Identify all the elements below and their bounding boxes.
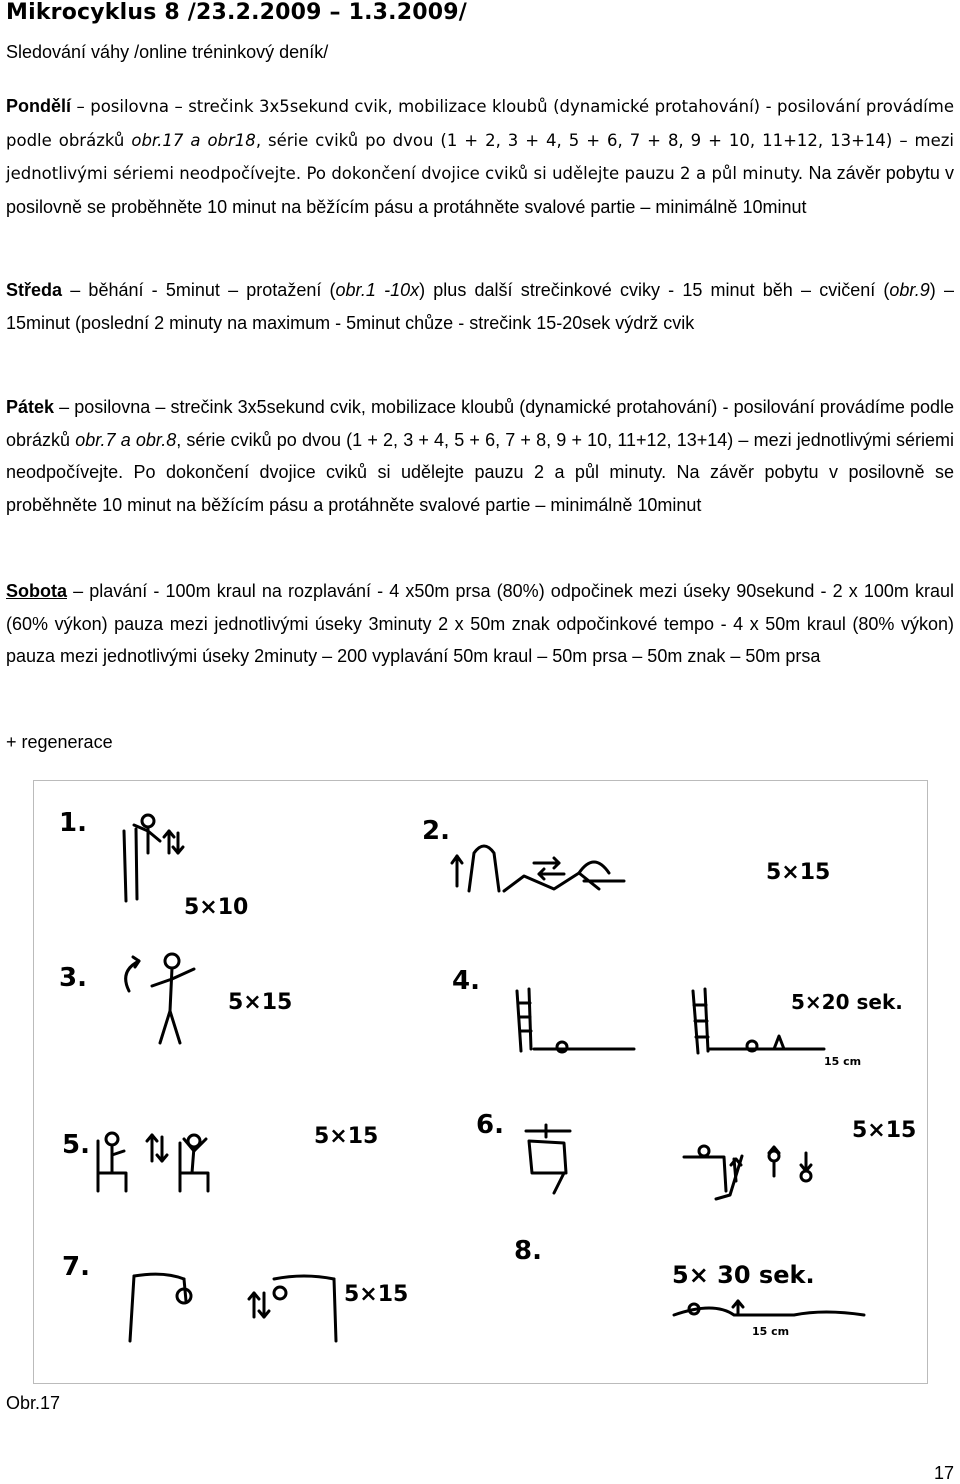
figure-reps-3: 5×15 [228,990,293,1015]
page-title: Mikrocyklus 8 /23.2.2009 – 1.3.2009/ [6,0,467,25]
sketch-4 [517,989,824,1053]
sketch-1 [124,815,183,901]
figure-reps-8: 5× 30 sek. [672,1261,815,1289]
monday-text-2: , série cviků po dvou (1 + 2, 3 + 4, 5 + 6, 7 + 8, 9 + 10, 11+12, 13+14) – mezi jednotlivými sériemi neodpočívejte. Po dokončení dvojice cviků si udělejte pauzu 2 a půl minuty. [6,130,955,183]
monday-text-1: – posilovna – strečink 3x5sekund cvik, mobilizace kloubů (dynamické protahování) - posilování provádíme podle obrázků [6,97,954,150]
sketch-5 [98,1133,208,1191]
saturday-text: – plavání - 100m kraul na rozplavání - 4 x50m prsa (80%) odpočinek mezi úseky 90sekund - 2 x 100m kraul (60% výkon) pauza mezi jednotlivými úseky 3minuty 2 x 50m znak odpočinkové tempo - 4 x 50m kraul (80% výkon) pauza mezi jednotlivými úseky 2minuty – 200 vyplavání 50m kraul – 50m prsa – 50m znak – 50m prsa [6,581,954,666]
page-number: 17 [933,1463,954,1483]
figure-caption: Obr.17 [6,1393,61,1413]
figure-label-5: 5. [62,1130,90,1160]
sketch-7 [130,1274,336,1341]
figure-label-1: 1. [59,808,87,838]
friday-figure-ref: obr.7 a obr.8 [75,429,177,450]
regeneration-line: + regenerace [6,732,113,752]
friday-text-1: – posilovna – strečink 3x5sekund cvik, mobilizace kloubů (dynamické protahování) - posilování provádíme podle obrázků [6,397,954,450]
sketch-2 [452,846,624,891]
day-label-monday: Pondělí [6,96,72,116]
page-subtitle: Sledování váhy /online tréninkový deník/ [6,42,329,62]
figure-reps-2: 5×15 [766,860,831,885]
day-label-saturday: Sobota [6,581,67,601]
friday-text-2: , série cviků po dvou (1 + 2, 3 + 4, 5 + 6, 7 + 8, 9 + 10, 11+12, 13+14) – mezi jednotlivými sériemi neodpočívejte. Po dokončení dvojice cviků si udělejte pauzu 2 a půl minuty. Na závěr pobytu v posilovně se proběhněte 10 minut na běžícím pásu a protáhněte svalové partie – minimálně 10minut [6,429,954,515]
figure-reps-4: 5×20 sek. [791,990,903,1014]
wednesday-text-1: – běhání - 5minut – protažení ( [62,280,336,300]
sketch-3 [126,954,194,1043]
friday-paragraph [6,391,954,521]
monday-figure-ref: obr.17 a obr18 [131,130,256,150]
monday-text-3: Na závěr pobytu v posilovně se proběhněte 10 minut na běžícím pásu a protáhněte svalové partie – minimálně 10minut [6,163,954,217]
figure-reps-1: 5×10 [184,895,249,920]
figure-reps-6: 5×15 [852,1118,917,1143]
figure-label-4: 4. [452,966,480,996]
wednesday-text-2: ) plus další strečinkové cviky - 15 minut běh – cvičení ( [419,280,890,300]
figure-reps-5: 5×15 [314,1124,379,1149]
wednesday-figure-ref-2: obr.9 [889,280,930,300]
sketch-8 [674,1301,864,1315]
figure-label-7: 7. [62,1252,90,1282]
sketch-6 [526,1125,811,1199]
figure-label-6: 6. [476,1110,504,1140]
day-label-friday: Pátek [6,397,55,417]
wednesday-text-3: ) – 15minut (poslední 2 minuty na maximum - 5minut chůze - strečink 15-20sek výdrž cvik [6,280,954,333]
exercise-sketches [34,781,927,1383]
figure-label-8: 8. [514,1236,542,1266]
figure-note-8: 15 cm [752,1325,790,1338]
figure-label-2: 2. [422,816,450,846]
monday-paragraph [6,90,954,223]
day-label-wednesday: Středa [6,280,63,300]
exercise-figure [33,780,928,1384]
wednesday-paragraph [6,274,954,339]
wednesday-figure-ref-1: obr.1 -10x [335,280,420,300]
figure-note-4: 15 cm [824,1055,862,1068]
saturday-paragraph [6,575,954,673]
figure-reps-7: 5×15 [344,1282,409,1307]
figure-label-3: 3. [59,963,87,993]
